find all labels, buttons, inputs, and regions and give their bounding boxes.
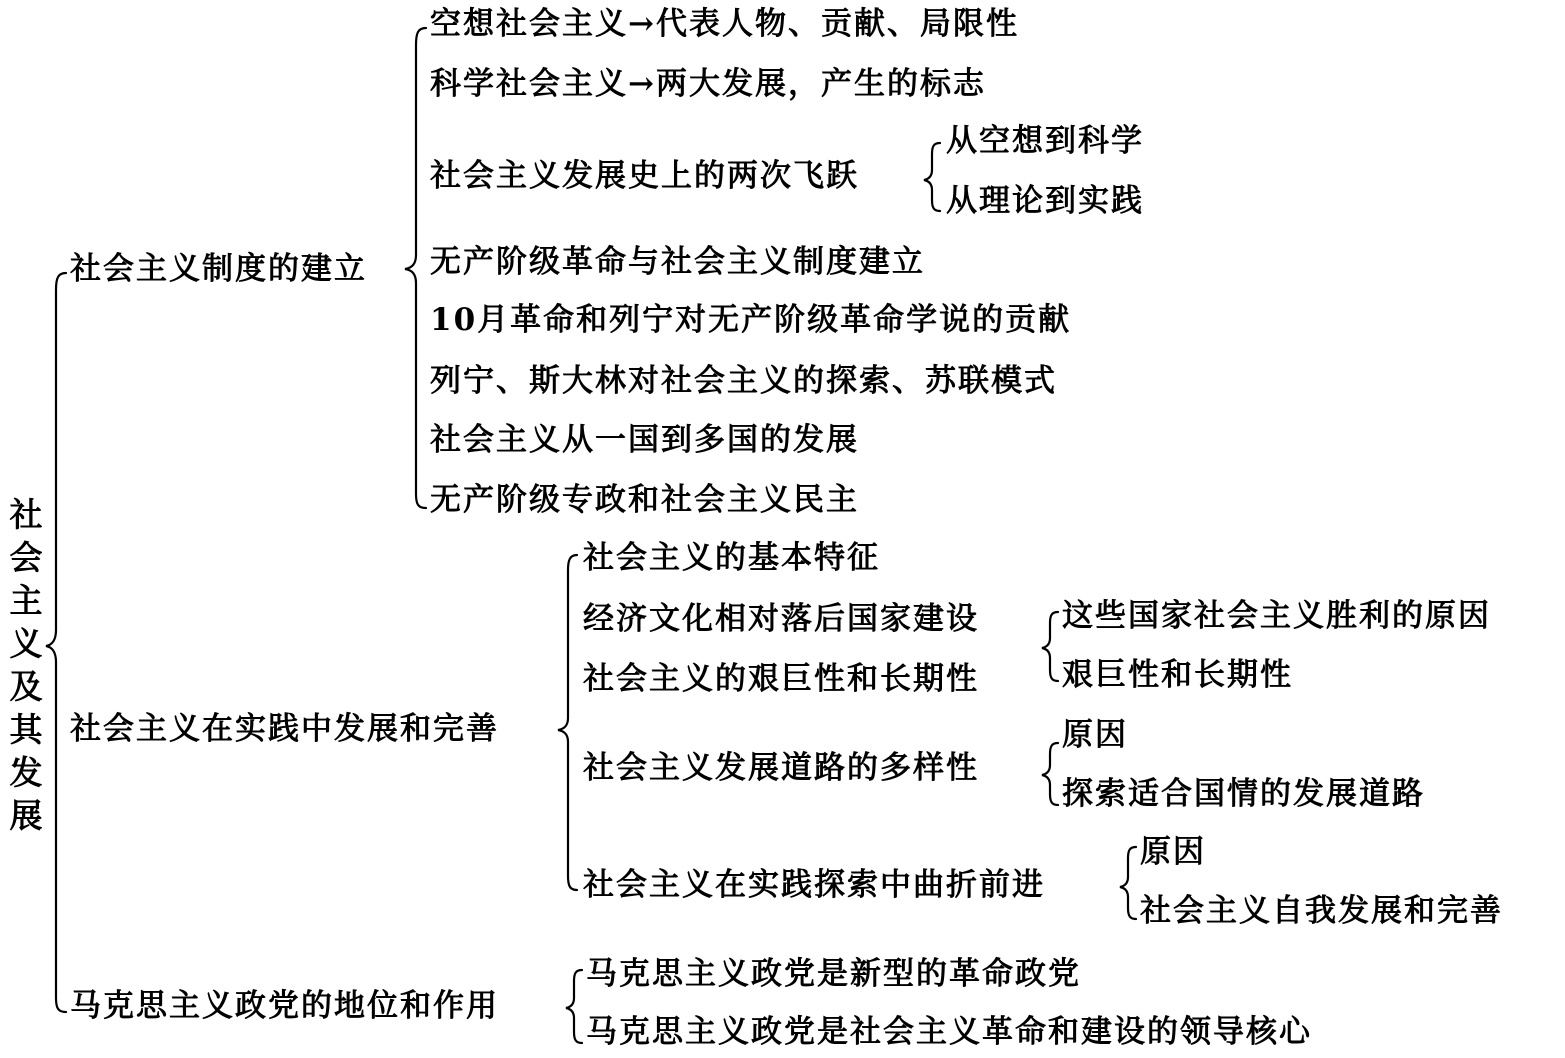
b2-item-4-sub-1: 原因: [1062, 717, 1128, 753]
b1-item-3-sub-1: 从空想到科学: [946, 123, 1144, 159]
branch-3-label: 马克思主义政党的地位和作用: [70, 988, 499, 1024]
brace-root: [46, 273, 66, 1012]
brace-branch-1: [405, 28, 426, 508]
b1-item-3: 社会主义发展史上的两次飞跃: [430, 158, 859, 194]
b1-item-3-sub-2: 从理论到实践: [946, 183, 1144, 219]
b1-item-6: 列宁、斯大林对社会主义的探索、苏联模式: [430, 363, 1057, 399]
brace-diversity: [1042, 743, 1058, 805]
b2-item-5: 社会主义在实践探索中曲折前进: [583, 867, 1045, 903]
b2-item-5-sub-2: 社会主义自我发展和完善: [1140, 893, 1503, 929]
b1-item-7: 社会主义从一国到多国的发展: [430, 422, 859, 458]
b1-item-4: 无产阶级革命与社会主义制度建立: [430, 244, 925, 280]
b2-item-4: 社会主义发展道路的多样性: [583, 750, 979, 786]
brace-branch-3: [566, 970, 582, 1043]
brace-zigzag: [1120, 847, 1136, 919]
b3-item-1: 马克思主义政党是新型的革命政党: [586, 956, 1081, 992]
b1-item-2: 科学社会主义→两大发展，产生的标志: [430, 66, 986, 102]
b2-item-3: 社会主义的艰巨性和长期性: [583, 661, 979, 697]
b1-item-8: 无产阶级专政和社会主义民主: [430, 482, 859, 518]
branch-2-label: 社会主义在实践中发展和完善: [70, 711, 499, 747]
b2-item-4-sub-2: 探索适合国情的发展道路: [1062, 776, 1425, 812]
branch-1-label: 社会主义制度的建立: [70, 251, 367, 287]
root-title: 社会主义及其发展: [9, 495, 43, 835]
b2-item-5-sub-1: 原因: [1140, 834, 1206, 870]
b2-item-1: 社会主义的基本特征: [583, 540, 880, 576]
b1-item-5: 10月革命和列宁对无产阶级革命学说的贡献: [430, 302, 1072, 338]
b2-shared-sub-2: 艰巨性和长期性: [1062, 657, 1293, 693]
b2-shared-sub-1: 这些国家社会主义胜利的原因: [1062, 598, 1491, 634]
brace-leaps: [924, 143, 940, 211]
brace-shared-sub: [1042, 612, 1058, 681]
b1-item-1: 空想社会主义→代表人物、贡献、局限性: [430, 6, 1019, 42]
b3-item-2: 马克思主义政党是社会主义革命和建设的领导核心: [586, 1014, 1312, 1050]
b2-item-2: 经济文化相对落后国家建设: [583, 601, 979, 637]
brace-branch-2: [558, 555, 577, 890]
